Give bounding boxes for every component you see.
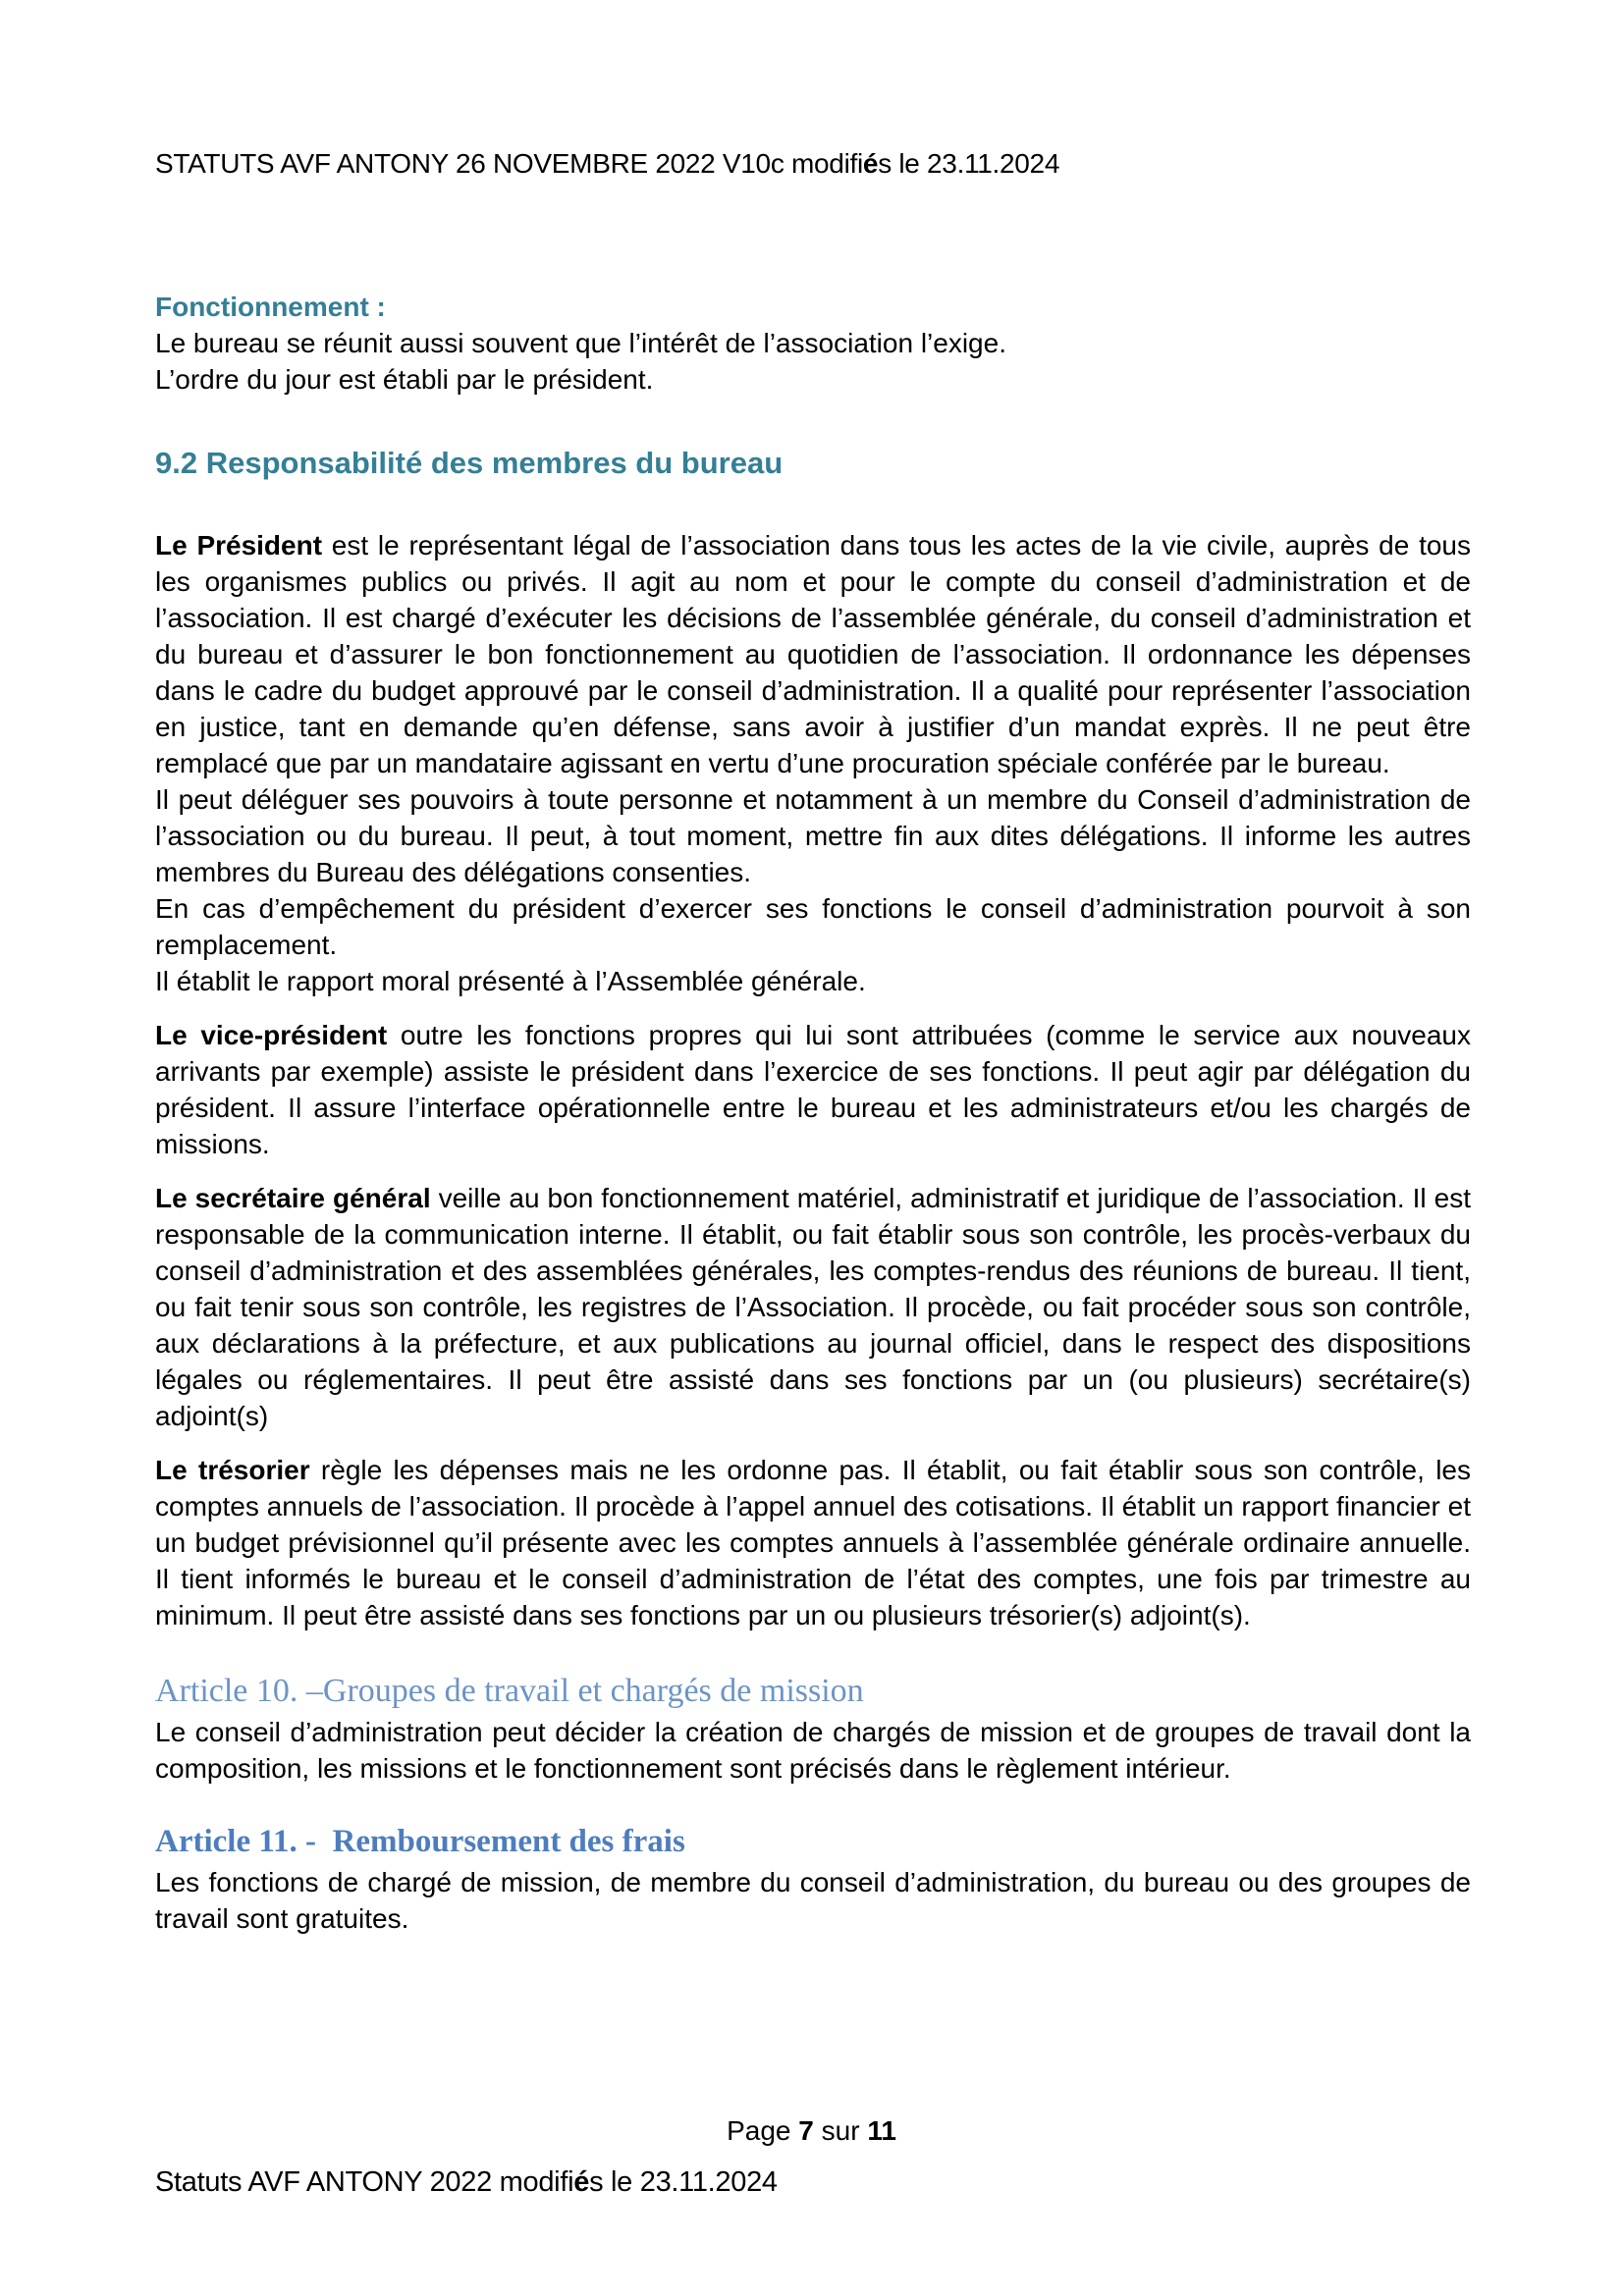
article-11-title: Article 11. - Remboursement des frais	[155, 1824, 685, 1859]
paragraph-vice-president-lead: Le vice-président	[155, 1020, 388, 1050]
footer-doc-title	[155, 2163, 778, 2201]
footer-doc-post: s le 23.11.2024	[589, 2166, 778, 2198]
footer-accent-char: é	[573, 2166, 590, 2198]
article-11-body: Les fonctions de chargé de mission, de membre du conseil d’administration, du bureau ou des groupes de travail sont gratuites.	[155, 1867, 1471, 1934]
footer-sur-word: sur	[821, 2115, 860, 2146]
footer-doc-pre: Statuts AVF ANTONY 2022 modifi	[155, 2166, 574, 2198]
paragraph-president-text: est le représentant légal de l’association dans tous les actes de la vie civile, auprès de tous les organismes publics ou privés. Il agit au nom et pour le compte du conseil d’administration et de l’association. Il est chargé d’exécuter les décisions de l’assemblée générale, du conseil d’administration et du bureau et d’assurer le bon fonctionnement au quotidien de l’association. Il ordonnance les dépenses dans le cadre du budget approuvé par le conseil d’administration. Il a qualité pour représenter l’association en justice, tant en demande qu’en défense, sans avoir à justifier d’un mandat exprès. Il ne peut être remplacé que par un mandataire agissant en vertu d’une procuration spéciale conférée par le bureau.	[155, 530, 1471, 778]
article-10-title: Article 10. –Groupes de travail et chargés de mission	[155, 1673, 864, 1709]
section-title-fonctionnement: Fonctionnement :	[155, 292, 386, 322]
fonctionnement-line-1: Le bureau se réunit aussi souvent que l’intérêt de l’association l’exige.	[155, 328, 1006, 358]
paragraph-empechement	[155, 890, 1471, 963]
paragraph-secretaire-general-lead: Le secrétaire général	[155, 1183, 431, 1213]
paragraph-tresorier	[155, 1452, 1471, 1633]
footer-page-total: 11	[867, 2115, 896, 2146]
paragraph-tresorier-lead: Le trésorier	[155, 1455, 310, 1485]
footer-page-word: Page	[727, 2115, 791, 2146]
footer-page-number: 7	[798, 2115, 814, 2146]
header-accent-char: é	[862, 148, 879, 179]
paragraph-president-lead: Le Président	[155, 530, 323, 561]
paragraph-vice-president	[155, 1017, 1471, 1162]
paragraph-delegation-text: Il peut déléguer ses pouvoirs à toute personne et notamment à un membre du Conseil d’administration de l’association ou du bureau. Il peut, à tout moment, mettre fin aux dites délégations. Il informe les autres membres du Bureau des délégations consenties.	[155, 784, 1471, 887]
document-header-title	[155, 145, 1471, 183]
page-content	[155, 0, 1471, 1937]
paragraph-vice-president-text: outre les fonctions propres qui lui sont attribuées (comme le service aux nouveaux arrivants par exemple) assiste le président dans l’exercice de ses fonctions. Il peut agir par délégation du président. Il assure l’interface opérationnelle entre le bureau et les administrateurs et/ou les chargés de missions.	[155, 1020, 1471, 1159]
paragraph-president	[155, 527, 1471, 781]
paragraph-empechement-text: En cas d’empêchement du président d’exercer ses fonctions le conseil d’administration pourvoit à son remplacement.	[155, 893, 1471, 960]
fonctionnement-line-2: L’ordre du jour est établi par le président.	[155, 364, 654, 395]
article-10-body: Le conseil d’administration peut décider la création de chargés de mission et de groupes de travail dont la composition, les missions et le fonctionnement sont précisés dans le règlement intérieur.	[155, 1717, 1471, 1784]
paragraph-rapport-moral	[155, 963, 1471, 999]
header-text-pre: STATUTS AVF ANTONY 26 NOVEMBRE 2022 V10c modifi	[155, 148, 863, 179]
section-title-9-2: 9.2 Responsabilité des membres du bureau	[155, 446, 784, 480]
paragraph-rapport-moral-text: Il établit le rapport moral présenté à l’Assemblée générale.	[155, 966, 866, 996]
header-text-post: s le 23.11.2024	[878, 148, 1060, 179]
paragraph-secretaire-general	[155, 1180, 1471, 1434]
footer-page-indicator	[0, 2112, 1623, 2150]
paragraph-delegation	[155, 781, 1471, 890]
paragraph-tresorier-text: règle les dépenses mais ne les ordonne pas. Il établit, ou fait établir sous son contrôle, les comptes annuels de l’association. Il procède à l’appel annuel des cotisations. Il établit un rapport financier et un budget prévisionnel qu’il présente avec les comptes annuels à l’assemblée générale ordinaire annuelle. Il tient informés le bureau et le conseil d’administration de l’état des comptes, une fois par trimestre au minimum. Il peut être assisté dans ses fonctions par un ou plusieurs trésorier(s) adjoint(s).	[155, 1455, 1471, 1630]
paragraph-secretaire-general-text: veille au bon fonctionnement matériel, administratif et juridique de l’association. Il est responsable de la communication interne. Il établit, ou fait établir sous son contrôle, les procès-verbaux du conseil d’administration et des assemblées générales, les comptes-rendus des réunions de bureau. Il tient, ou fait tenir sous son contrôle, les registres de l’Association. Il procède, ou fait procéder sous son contrôle, aux déclarations à la préfecture, et aux publications au journal officiel, dans le respect des dispositions légales ou réglementaires. Il peut être assisté dans ses fonctions par un (ou plusieurs) secrétaire(s) adjoint(s)	[155, 1183, 1472, 1431]
